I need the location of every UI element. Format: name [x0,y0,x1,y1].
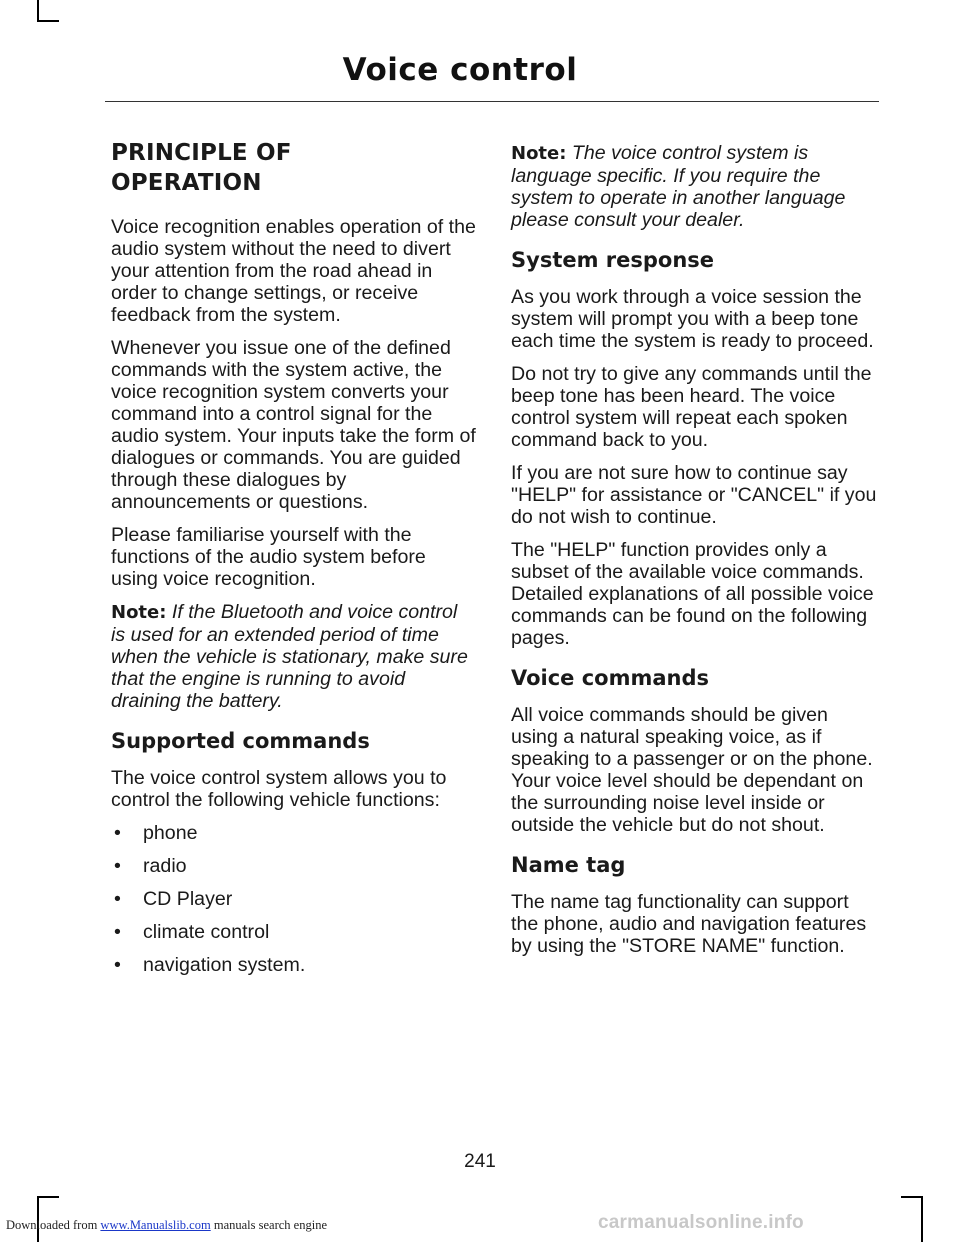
right-column [511,142,879,968]
list-item [111,855,476,877]
list-item [111,822,476,844]
crop-mark [921,1196,923,1242]
crop-mark [37,0,39,22]
watermark: carmanualsonline.info [598,1212,804,1233]
paragraph: Voice recognition enables operation of the audio system without the need to divert your attention from the road ahead in order to change settings, or receive feedback from the system. [111,216,476,326]
list-item-text: radio [143,855,187,877]
bullet: • [114,822,121,844]
crop-mark [901,1196,923,1198]
subheading: System response [511,248,715,272]
paragraph: All voice commands should be given using a natural speaking voice, as if speaking to a passenger or on the phone. Your voice level should be dependant on the surrounding noise level inside or outside the vehicle but do not shout. [511,704,873,836]
footer-suffix: manuals search engine [213,1218,327,1232]
download-footer [6,1218,327,1233]
crop-mark [37,1196,59,1198]
note-label: Note: [111,602,167,623]
note-text: The voice control system is language specific. If you require the system to operate in another language please consult your dealer. [511,142,846,231]
bullet: • [114,921,121,943]
list-item [111,921,476,943]
header-divider [105,101,879,102]
paragraph: The "HELP" function provides only a subset of the available voice commands. Detailed explanations of all possible voice commands can be found on the following pages. [511,539,874,649]
bullet: • [114,954,121,976]
subheading: Voice commands [511,666,710,690]
list-item-text: navigation system. [143,954,306,976]
note [111,601,476,712]
list-item-text: climate control [143,921,270,943]
command-list [111,822,476,976]
list-item-text: CD Player [143,888,233,910]
note-label: Note: [511,143,567,164]
note-text: If the Bluetooth and voice control is used for an extended period of time when the vehicle is stationary, make sure that the engine is running to avoid draining the battery. [111,601,468,712]
paragraph: The voice control system allows you to control the following vehicle functions: [111,767,447,811]
page-number: 241 [464,1151,496,1172]
list-item [111,888,476,910]
subheading: Name tag [511,853,626,877]
footer-prefix: Downloaded from [6,1218,98,1232]
paragraph: If you are not sure how to continue say "HELP" for assistance or "CANCEL" if you do not wish to continue. [511,462,877,528]
section-heading [111,138,476,198]
page-title: Voice control [342,52,578,88]
paragraph: Please familiarise yourself with the functions of the audio system before using voice recognition. [111,524,426,590]
bullet: • [114,855,121,877]
crop-mark [37,20,59,22]
list-item [111,954,476,976]
paragraph: As you work through a voice session the system will prompt you with a beep tone each time the system is ready to proceed. [511,286,874,352]
heading-line-2: OPERATION [111,170,262,196]
note [511,142,879,231]
subheading: Supported commands [111,729,370,753]
manualslib-link[interactable]: www.Manualslib.com [100,1218,211,1232]
heading-line-1: PRINCIPLE OF [111,140,292,166]
list-item-text: phone [143,822,198,844]
paragraph: The name tag functionality can support the phone, audio and navigation features by using the "STORE NAME" function. [511,891,867,957]
bullet: • [114,888,121,910]
paragraph: Whenever you issue one of the defined commands with the system active, the voice recognition system converts your command into a control signal for the audio system. Your inputs take the form of dialogues or commands. You are guided through these dialogues by announcements or questions. [111,337,476,513]
left-column [111,138,476,987]
paragraph: Do not try to give any commands until the beep tone has been heard. The voice control system will repeat each spoken command back to you. [511,363,872,451]
